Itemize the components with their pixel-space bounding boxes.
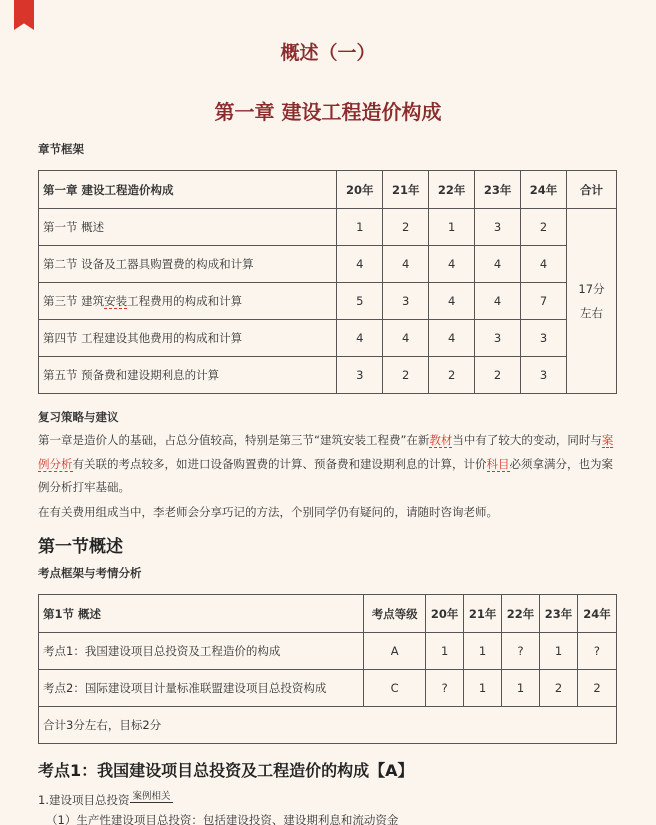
cell: 4	[337, 246, 383, 283]
highlight-link[interactable]: 科目	[486, 456, 510, 471]
table-header-row	[39, 595, 617, 633]
cell: 2	[521, 209, 567, 246]
cell: 3	[337, 357, 383, 394]
cell: 2	[383, 209, 429, 246]
row-name: 考点2：国际建设项目计量标准联盟建设项目总投资构成	[39, 670, 364, 707]
cell: 4	[475, 283, 521, 320]
header-cell: 22年	[429, 171, 475, 209]
cell: 2	[383, 357, 429, 394]
header-cell: 21年	[464, 595, 502, 633]
cell: 1	[429, 209, 475, 246]
advice-paragraph: 在有关费用组成当中，李老师会分享巧记的方法，个别同学仍有疑问的，请随时咨询老师。	[38, 505, 498, 519]
row-name: 第四节 工程建设其他费用的构成和计算	[39, 320, 337, 357]
case-tag[interactable]: 案例相关	[130, 788, 172, 803]
cell: 2	[475, 357, 521, 394]
cell: 3	[475, 320, 521, 357]
header-cell: 第一章 建设工程造价构成	[39, 171, 337, 209]
cell: 1	[540, 633, 578, 670]
table-footer-row	[39, 707, 617, 744]
row-name: 考点1：我国建设项目总投资及工程造价的构成	[39, 633, 364, 670]
cell: 5	[337, 283, 383, 320]
table-header-row	[39, 171, 617, 209]
row-name: 第五节 预备费和建设期利息的计算	[39, 357, 337, 394]
row-name: 第一节 概述	[39, 209, 337, 246]
cell: 2	[577, 670, 616, 707]
cell: 4	[429, 283, 475, 320]
total-line1: 17分	[578, 282, 605, 296]
cell: 1	[464, 670, 502, 707]
header-cell: 23年	[475, 171, 521, 209]
cell: 4	[383, 246, 429, 283]
highlight-link[interactable]: 案例分析	[38, 433, 614, 471]
item-line: （1）生产性建设项目总投资：包括建设投资、建设期利息和流动资金	[46, 813, 399, 825]
table-row	[39, 670, 617, 707]
exam-analysis-table	[38, 594, 617, 744]
header-cell: 24年	[577, 595, 616, 633]
header-cell: 20年	[337, 171, 383, 209]
cell: 4	[383, 320, 429, 357]
table-row	[39, 209, 617, 246]
bookmark-ribbon	[14, 0, 34, 30]
analysis-label: 考点框架与考情分析	[38, 566, 142, 580]
cell: 3	[521, 320, 567, 357]
page-title: 概述（一）	[280, 42, 376, 64]
table-row	[39, 320, 617, 357]
row-name-pre: 第三节 建筑	[43, 294, 105, 308]
cell: 4	[429, 246, 475, 283]
table-row	[39, 633, 617, 670]
cell: 4	[475, 246, 521, 283]
item-text: 1.建设项目总投资	[38, 792, 130, 807]
para-text: 有关联的考点较多，如进口设备购置费的计算、预备费和建设期利息的计算，计价	[72, 456, 487, 471]
cell: 1	[502, 670, 540, 707]
row-name: 第二节 设备及工器具购置费的构成和计算	[39, 246, 337, 283]
cell: 4	[521, 246, 567, 283]
footer-cell: 合计3分左右，目标2分	[39, 707, 617, 744]
cell: 4	[337, 320, 383, 357]
para-text: 当中有了较大的变动，同时与	[452, 433, 602, 447]
cell: C	[364, 670, 426, 707]
header-cell: 22年	[502, 595, 540, 633]
row-name-post: 工程费用的构成和计算	[127, 294, 243, 308]
header-cell: 第1节 概述	[39, 595, 364, 633]
cell: 1	[337, 209, 383, 246]
highlight-link[interactable]: 安装	[104, 294, 128, 308]
chapter-framework-table	[38, 170, 617, 394]
cell: 1	[426, 633, 464, 670]
table-row	[39, 246, 617, 283]
para-text: 必须拿满分，也为案例分析打牢基础。	[38, 456, 613, 494]
section-title: 第一节概述	[38, 537, 123, 557]
header-cell: 20年	[426, 595, 464, 633]
cell: ?	[502, 633, 540, 670]
cell: ?	[577, 633, 616, 670]
highlight-link[interactable]: 教材	[429, 433, 453, 447]
total-line2: 左右	[580, 306, 603, 320]
total-cell	[567, 209, 617, 394]
cell: 4	[429, 320, 475, 357]
table-row	[39, 283, 617, 320]
cell: A	[364, 633, 426, 670]
cell: 2	[540, 670, 578, 707]
review-paragraph	[38, 429, 618, 500]
header-cell: 合计	[567, 171, 617, 209]
table-row	[39, 357, 617, 394]
cell: ?	[426, 670, 464, 707]
cell: 2	[429, 357, 475, 394]
cell: 1	[464, 633, 502, 670]
cell: 3	[475, 209, 521, 246]
cell: 3	[383, 283, 429, 320]
chapter-title: 第一章 建设工程造价构成	[214, 100, 442, 124]
framework-label: 章节框架	[38, 142, 84, 156]
cell: 3	[521, 357, 567, 394]
para-text: 第一章是造价人的基础，占总分值较高，特别是第三节“建筑安装工程费”在新	[38, 433, 430, 447]
review-label: 复习策略与建议	[38, 410, 119, 424]
key-point-title: 考点1：我国建设项目总投资及工程造价的构成【A】	[38, 761, 414, 780]
item-line	[38, 788, 173, 808]
cell: 7	[521, 283, 567, 320]
header-cell: 考点等级	[364, 595, 426, 633]
header-cell: 24年	[521, 171, 567, 209]
row-name	[39, 283, 337, 320]
header-cell: 23年	[540, 595, 578, 633]
header-cell: 21年	[383, 171, 429, 209]
